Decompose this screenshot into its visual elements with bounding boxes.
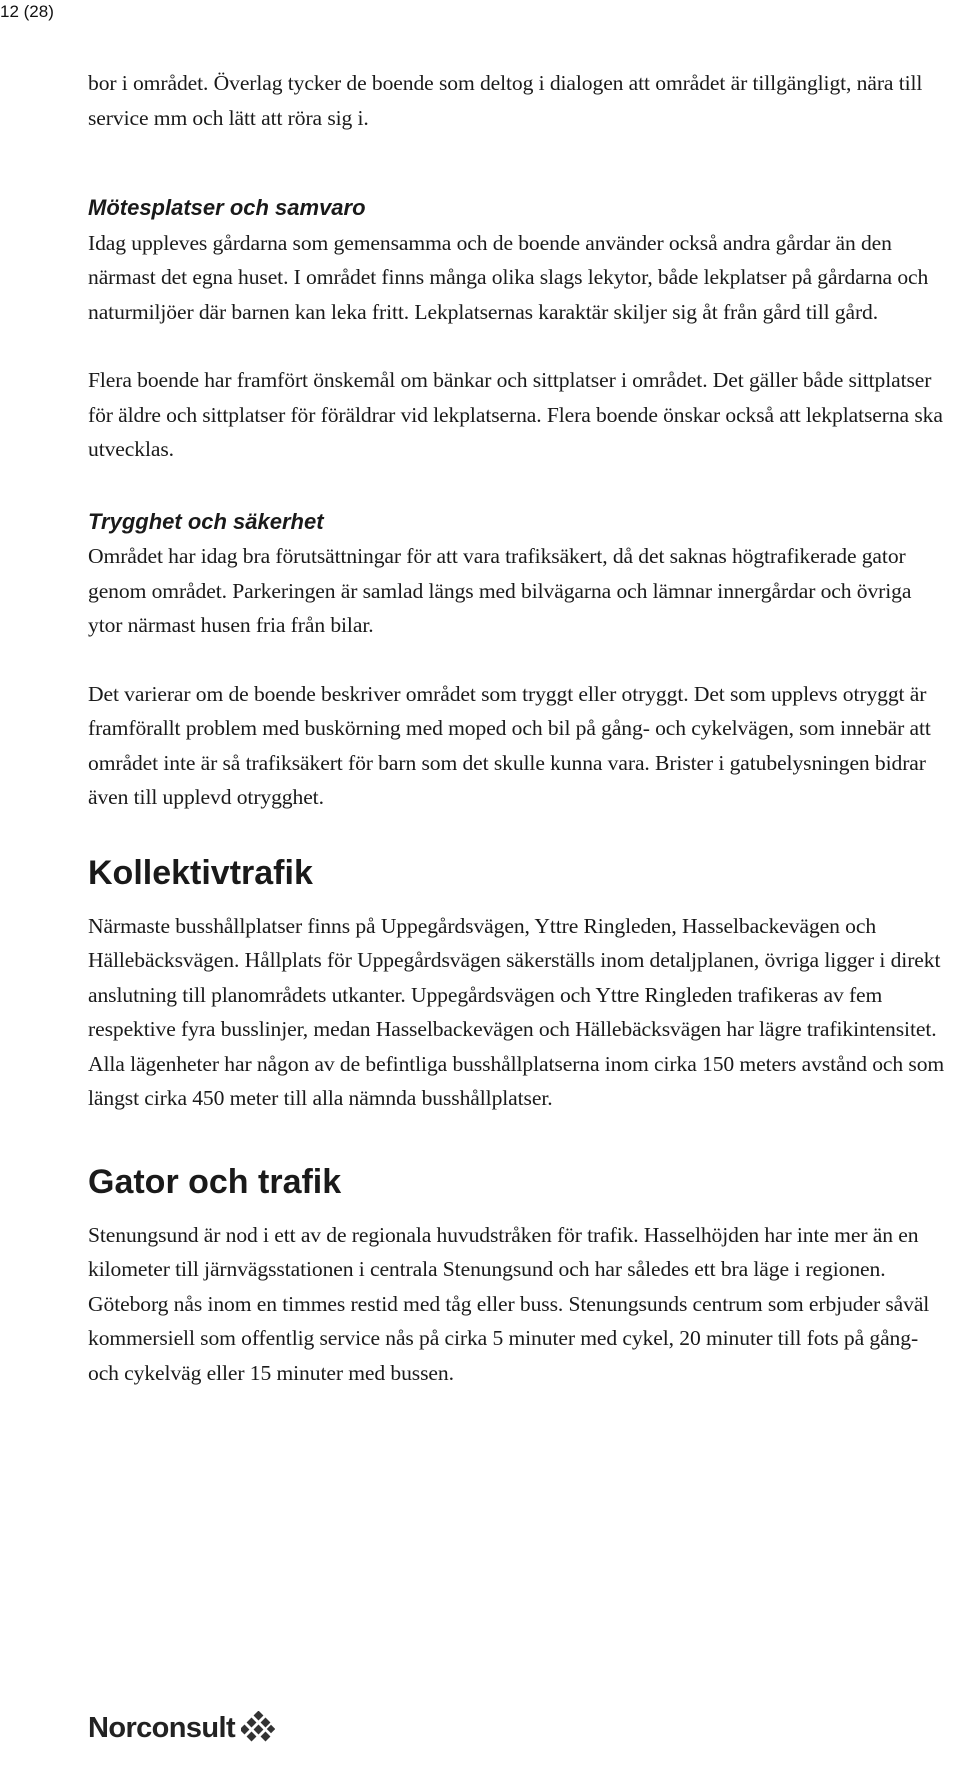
paragraph-intro: bor i området. Överlag tycker de boende som deltog i dialogen att området är tillgängligt, nära till service mm och lätt att röra sig i.: [88, 71, 923, 130]
subheading-trygghet: Trygghet och säkerhet: [88, 508, 324, 534]
paragraph-gardar: Idag uppleves gårdarna som gemensamma och de boende använder också andra gårdar än den närmast det egna huset. I området finns många olika slags lekytor, både lekplatser på gårdarna och naturmiljöer där barnen kan leka fritt. Lekplatsernas karaktär skiljer sig åt från gård till gård.: [88, 230, 929, 324]
subheading-motesplatser: Mötesplatser och samvaro: [88, 195, 366, 220]
paragraph-sittplatser: Flera boende har framfört önskemål om bänkar och sittplatser i området. Det gäller både sittplatser för äldre och sittplatser för föräldrar vid lekplatserna. Flera boende önskar också att lekplatserna ska utvecklas.: [88, 368, 943, 461]
paragraph-trafiksakert: Området har idag bra förutsättningar för att vara trafiksäkert, då det saknas högtrafikerade gator genom området. Parkeringen är samlad längs med bilvägarna och lämnar innergårdar och övriga ytor närmast husen fria från bilar.: [88, 544, 912, 637]
logo-text: Norconsult: [88, 1711, 236, 1744]
page-number: 12 (28): [0, 2, 54, 21]
paragraph-tryggt-otryggt: Det varierar om de boende beskriver området som tryggt eller otryggt. Det som upplevs otryggt är framförallt problem med buskörning med moped och bil på gång- och cykelvägen, som innebär att området inte är så trafiksäkert för barn som det skulle kunna vara. Brister i gatubelysningen bidrar även till upplevd otrygghet.: [88, 681, 931, 809]
paragraph-stenungsund: Stenungsund är nod i ett av de regionala huvudstråken för trafik. Hasselhöjden har inte mer än en kilometer till järnvägsstationen i centrala Stenungsund och har således ett bra läge i regionen. Göteborg nås inom en timmes restid med tåg eller buss. Stenungsunds centrum som erbjuder såväl kommersiell som offentlig service nås på cirka 5 minuter med cykel, 20 minuter till fots på gång- och cykelväg eller 15 minuter med bussen.: [88, 1222, 930, 1385]
paragraph-busshallplatser: Närmaste busshållplatser finns på Uppegårdsvägen, Yttre Ringleden, Hasselbackevägen och Hällebäcksvägen. Hållplats för Uppegårdsvägen säkerställs inom detaljplanen, övriga ligger i direkt anslutning till planområdets utkanter. Uppegårdsvägen och Yttre Ringleden trafikeras av fem respektive fyra busslinjer, medan Hasselbackevägen och Hällebäcksvägen har lägre trafikintensitet. Alla lägenheter har någon av de befintliga busshållplatserna inom cirka 150 meters avstånd och som längst cirka 450 meter till alla nämnda busshållplatser.: [88, 913, 945, 1110]
norconsult-logo: [88, 1706, 275, 1750]
heading-kollektivtrafik: Kollektivtrafik: [88, 853, 313, 892]
document-body: [88, 66, 948, 1390]
norconsult-diamond-icon: [241, 1711, 275, 1745]
heading-gator-och-trafik: Gator och trafik: [88, 1162, 342, 1201]
